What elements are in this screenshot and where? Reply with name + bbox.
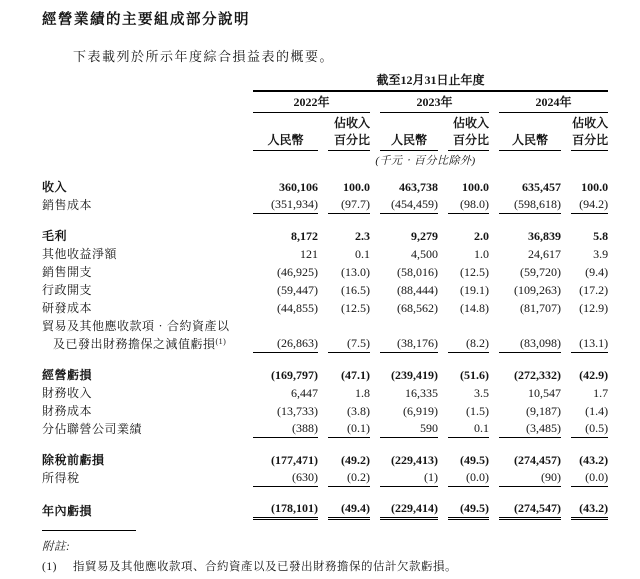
value-cell: (13.1): [561, 335, 608, 353]
value-cell: (81,707): [520, 301, 561, 315]
table-row: [42, 451, 608, 469]
value-cell: (26,863): [243, 335, 318, 353]
corner-cell: [42, 70, 243, 92]
value-cell: (68,562): [397, 301, 438, 315]
col-header-pct-2023: 佔收入 百分比: [438, 113, 489, 151]
value-cell: (454,459): [370, 196, 438, 214]
value-cell: (19.1): [460, 283, 489, 297]
spacer-cell: [42, 353, 608, 366]
row-label: 除稅前虧損: [42, 453, 105, 467]
value-cell: (59,720): [520, 265, 561, 279]
row-label: 經營虧損: [42, 368, 93, 382]
value-cell: (0.0): [561, 469, 608, 487]
value-cell: (90): [489, 469, 561, 487]
value-cell: 360,106: [279, 180, 318, 194]
value-cell: (12.5): [341, 301, 370, 315]
value-cell: (598,618): [489, 196, 561, 214]
value-cell: (272,332): [514, 368, 561, 382]
footnote-heading: 附註:: [42, 541, 71, 553]
table-row: [42, 263, 608, 281]
row-label: 研發成本: [42, 301, 93, 315]
value-cell: (0.1): [318, 420, 370, 438]
value-cell: (98.0): [438, 196, 489, 214]
value-cell: (1): [370, 469, 438, 487]
value-cell: (49.4): [318, 500, 370, 520]
table-row: [42, 469, 608, 487]
row-label: 銷售成本: [42, 198, 93, 212]
value-cell: (239,419): [391, 368, 438, 382]
value-cell: (0.5): [561, 420, 608, 438]
row-label: 及已發出財務擔保之減值虧損$^{(1)}$: [53, 337, 227, 351]
value-cell: 1.8: [355, 386, 370, 400]
row-label: 其他收益淨額: [42, 247, 118, 261]
income-statement-table: [42, 70, 608, 520]
year-header-2022: 2022年: [243, 92, 370, 113]
value-cell: (58,016): [397, 265, 438, 279]
value-cell: (1.5): [466, 404, 489, 418]
value-cell: 0.1: [355, 247, 370, 261]
value-cell: (38,176): [370, 335, 438, 353]
value-cell: (351,934): [243, 196, 318, 214]
value-cell: 16,335: [405, 386, 438, 400]
value-cell: (46,925): [277, 265, 318, 279]
page-title: 經營業績的主要組成部分說明: [42, 12, 250, 28]
value-cell: [243, 317, 318, 335]
value-cell: (49.2): [341, 453, 370, 467]
value-cell: (88,444): [397, 283, 438, 297]
value-cell: 10,547: [528, 386, 561, 400]
spacer-row: [42, 353, 608, 366]
row-label: 財務成本: [42, 404, 93, 418]
value-cell: (3,485): [489, 420, 561, 438]
value-cell: (94.2): [561, 196, 608, 214]
value-cell: (12.5): [460, 265, 489, 279]
value-cell: (42.9): [579, 368, 609, 382]
spacer-row: [42, 438, 608, 451]
value-cell: 6,447: [291, 386, 318, 400]
value-cell: (9,187): [526, 404, 561, 418]
col-header-pct-2022: 佔收入 百分比: [318, 113, 370, 151]
value-cell: (43.2): [561, 500, 608, 520]
value-cell: (0.0): [438, 469, 489, 487]
value-cell: (51.6): [460, 368, 489, 382]
unit-note-row: [42, 151, 608, 178]
period-header-cell: [243, 70, 608, 92]
value-cell: 635,457: [522, 180, 561, 194]
value-cell: (16.5): [341, 283, 370, 297]
value-cell: (47.1): [341, 368, 370, 382]
row-label: 所得稅: [42, 471, 80, 485]
table-body: [42, 178, 608, 520]
value-cell: 36,839: [528, 229, 561, 243]
row-label: 貿易及其他應收款項‧合約資產以: [42, 319, 230, 333]
year-header-row: [42, 92, 608, 113]
value-cell: 2.3: [355, 229, 370, 243]
unit-note: (千元‧百分比除外): [375, 155, 476, 167]
value-cell: 9,279: [411, 229, 438, 243]
row-label: 毛利: [42, 229, 68, 243]
spacer-cell: [42, 487, 608, 500]
row-label: 分佔聯營公司業績: [42, 422, 143, 436]
value-cell: (13.0): [341, 265, 370, 279]
col-header-pct-2024: 佔收入 百分比: [561, 113, 608, 151]
footnote-divider: [42, 530, 136, 531]
value-cell: [438, 317, 489, 335]
value-cell: (59,447): [277, 283, 318, 297]
value-cell: (49.5): [438, 500, 489, 520]
value-cell: (274,547): [489, 500, 561, 520]
value-cell: (6,919): [403, 404, 438, 418]
table-row: [42, 500, 608, 520]
value-cell: (13,733): [277, 404, 318, 418]
table-row: [42, 299, 608, 317]
value-cell: (12.9): [579, 301, 609, 315]
table-row: [42, 281, 608, 299]
table-row: [42, 196, 608, 214]
value-cell: (9.4): [585, 265, 609, 279]
row-label: 年內虧損: [42, 504, 93, 518]
value-cell: (177,471): [271, 453, 318, 467]
table-row: [42, 402, 608, 420]
column-header-row: [42, 113, 608, 151]
value-cell: (8.2): [438, 335, 489, 353]
table-row: [42, 420, 608, 438]
table-row: [42, 317, 608, 335]
value-cell: (17.2): [579, 283, 609, 297]
col-header-rmb-2024: 人民幣: [489, 113, 561, 151]
value-cell: (388): [243, 420, 318, 438]
spacer-row: [42, 487, 608, 500]
value-cell: (44,855): [277, 301, 318, 315]
value-cell: 100.0: [581, 180, 609, 194]
value-cell: 2.0: [474, 229, 489, 243]
value-cell: 463,738: [399, 180, 438, 194]
value-cell: (49.5): [460, 453, 489, 467]
table-row: [42, 178, 608, 196]
period-header-text: 截至12月31日止年度: [253, 72, 608, 92]
year-header-2024: 2024年: [489, 92, 608, 113]
value-cell: 1.7: [593, 386, 609, 400]
value-cell: (229,414): [370, 500, 438, 520]
value-cell: (97.7): [318, 196, 370, 214]
value-cell: (178,101): [243, 500, 318, 520]
footnote-marker: (1): [42, 561, 57, 573]
value-cell: (7.5): [318, 335, 370, 353]
value-cell: 590: [370, 420, 438, 438]
value-cell: [489, 317, 561, 335]
spacer-cell: [42, 214, 608, 227]
value-cell: (109,263): [514, 283, 561, 297]
value-cell: 100.0: [343, 180, 370, 194]
value-cell: (630): [243, 469, 318, 487]
value-cell: 24,617: [528, 247, 561, 261]
value-cell: 0.1: [438, 420, 489, 438]
table-row: [42, 227, 608, 245]
value-cell: (169,797): [271, 368, 318, 382]
table-row: [42, 335, 608, 353]
footnote-text: 指貿易及其他應收款項、合約資產以及已發出財務擔保的估計欠款虧損。: [73, 561, 457, 573]
spacer-row: [42, 214, 608, 227]
table-row: [42, 384, 608, 402]
row-label: 行政開支: [42, 283, 93, 297]
value-cell: 121: [300, 247, 318, 261]
value-cell: [561, 317, 608, 335]
value-cell: 5.8: [593, 229, 609, 243]
corner-cell: [42, 113, 243, 151]
value-cell: (43.2): [579, 453, 609, 467]
col-header-rmb-2022: 人民幣: [243, 113, 318, 151]
year-header-2023: 2023年: [370, 92, 489, 113]
value-cell: [318, 317, 370, 335]
value-cell: (1.4): [585, 404, 609, 418]
row-label: 財務收入: [42, 386, 93, 400]
value-cell: (83,098): [489, 335, 561, 353]
value-cell: [370, 317, 438, 335]
value-cell: 3.5: [474, 386, 489, 400]
value-cell: 100.0: [462, 180, 489, 194]
value-cell: (0.2): [318, 469, 370, 487]
row-label: 收入: [42, 180, 68, 194]
corner-cell: [42, 92, 243, 113]
col-header-rmb-2023: 人民幣: [370, 113, 438, 151]
footnote-item: [42, 558, 457, 574]
value-cell: 4,500: [411, 247, 438, 261]
footnote-reference: (1): [215, 337, 227, 346]
table-row: [42, 245, 608, 263]
value-cell: (229,413): [391, 453, 438, 467]
table-row: [42, 366, 608, 384]
period-header-row: [42, 70, 608, 92]
value-cell: (274,457): [514, 453, 561, 467]
row-label: 銷售開支: [42, 265, 93, 279]
value-cell: 8,172: [291, 229, 318, 243]
spacer-cell: [42, 438, 608, 451]
value-cell: 1.0: [474, 247, 489, 261]
value-cell: (14.8): [460, 301, 489, 315]
value-cell: (3.8): [347, 404, 370, 418]
value-cell: 3.9: [593, 247, 609, 261]
intro-text: 下表載列於所示年度綜合損益表的概要。: [73, 49, 335, 64]
corner-cell: [42, 151, 243, 178]
